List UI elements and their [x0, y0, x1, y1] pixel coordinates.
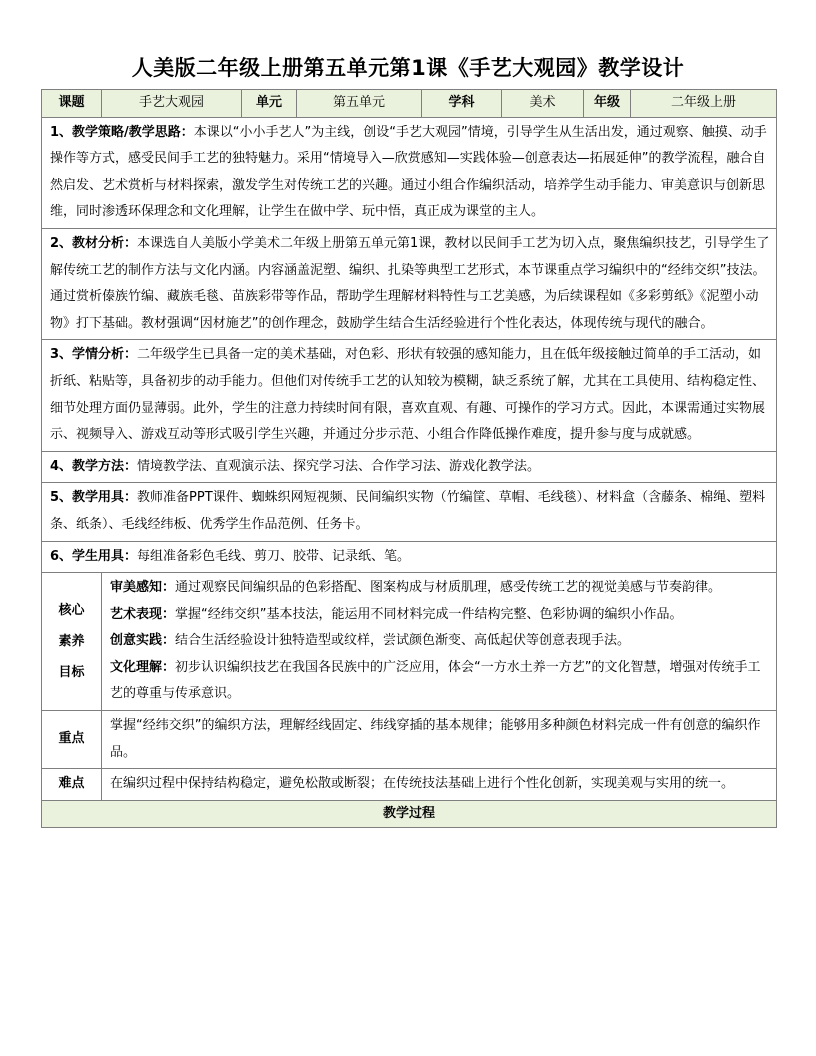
- difficulty-text: 在编织过程中保持结构稳定，避免松散或断裂；在传统技法基础上进行个性化创新，实现美观与实用的统一。: [102, 769, 777, 801]
- section-label: 4、教学方法：: [50, 458, 138, 474]
- goal-item: 创意实践：结合生活经验设计独特造型或纹样，尝试颜色渐变、高低起伏等创意表现手法。: [110, 633, 631, 649]
- section-label: 1、教学策略/教学思路：: [50, 124, 194, 140]
- lesson-plan-table: [41, 89, 777, 828]
- goal-item: 审美感知：通过观察民间编织品的色彩搭配、图案构成与材质肌理，感受传统工艺的视觉美感与节奏韵律。: [110, 580, 722, 596]
- goal-item: 艺术表现：掌握“经纬交织”基本技法，能运用不同材料完成一件结构完整、色彩协调的编织小作品。: [110, 606, 683, 622]
- section-text: 本课选自人美版小学美术二年级上册第五单元第1课，教材以民间手工艺为切入点，聚焦编织技艺，引导学生了解传统工艺的制作方法与文化内涵。内容涵盖泥塑、编织、扎染等典型工艺形式，本节课重点学习编织中的“经纬交织”技法。通过赏析傣族竹编、藏族毛毯、苗族彩带等作品，帮助学生理解材料特性与工艺美感，为后续课程如《多彩剪纸》《泥塑小动物》打下基础。教材强调“因材施艺”的创作理念，鼓励学生结合生活经验进行个性化表达，体现传统与现代的融合。: [50, 235, 770, 331]
- core-goals-content: [102, 573, 777, 711]
- section-text: 二年级学生已具备一定的美术基础，对色彩、形状有较强的感知能力，且在低年级接触过简单的手工活动，如折纸、粘贴等，具备初步的动手能力。但他们对传统手工艺的认知较为模糊，缺乏系统了解，尤其在工具使用、结构稳定性、细节处理方面仍显薄弱。此外，学生的注意力持续时间有限，喜欢直观、有趣、可操作的学习方式。因此，本课需通过实物展示、视频导入、游戏互动等形式吸引学生兴趣，并通过分步示范、小组合作降低操作难度，提升参与度与成就感。: [50, 347, 766, 443]
- subject-value: 美术: [502, 90, 584, 118]
- section-row-methods: [42, 451, 777, 483]
- section-row-strategy: [42, 117, 777, 228]
- section-row-students: [42, 340, 777, 451]
- section-row-teacher-tools: [42, 483, 777, 541]
- grade-value: 二年级上册: [631, 90, 777, 118]
- section-row-student-tools: [42, 541, 777, 573]
- subject-label: 学科: [422, 90, 502, 118]
- key-point-label: 重点: [42, 711, 102, 769]
- section-row-material: [42, 228, 777, 339]
- header-row: [42, 90, 777, 118]
- section-label: 2、教材分析：: [50, 235, 138, 251]
- unit-label: 单元: [242, 90, 297, 118]
- difficulty-row: [42, 769, 777, 801]
- section-label: 5、教学用具：: [50, 490, 138, 506]
- key-point-text: 掌握“经纬交织”的编织方法，理解经线固定、纬线穿插的基本规律；能够用多种颜色材料完成一件有创意的编织作品。: [102, 711, 777, 769]
- section-text: 教师准备PPT课件、蜘蛛织网短视频、民间编织实物（竹编筐、草帽、毛线毯）、材料盒（含藤条、棉绳、塑料条、纸条）、毛线经纬板、优秀学生作品范例、任务卡。: [50, 490, 766, 532]
- process-label: 教学过程: [42, 800, 777, 828]
- goal-item: 文化理解：初步认识编织技艺在我国各民族中的广泛应用，体会“一方水土养一方艺”的文化智慧，增强对传统手工艺的尊重与传承意识。: [110, 659, 761, 702]
- section-text: 情境教学法、直观演示法、探究学习法、合作学习法、游戏化教学法。: [137, 458, 541, 474]
- key-point-row: [42, 711, 777, 769]
- core-goals-row: [42, 573, 777, 711]
- section-text: 每组准备彩色毛线、剪刀、胶带、记录纸、笔。: [137, 548, 411, 564]
- core-goals-label: 核心 素养 目标: [42, 573, 102, 711]
- section-label: 6、学生用具：: [50, 548, 138, 564]
- section-label: 3、学情分析：: [50, 347, 138, 363]
- difficulty-label: 难点: [42, 769, 102, 801]
- grade-label: 年级: [584, 90, 631, 118]
- unit-value: 第五单元: [297, 90, 422, 118]
- document-title: 人美版二年级上册第五单元第1课《手艺大观园》教学设计: [131, 56, 685, 80]
- course-value: 手艺大观园: [102, 90, 242, 118]
- section-text: 本课以“小小手艺人”为主线，创设“手艺大观园”情境，引导学生从生活出发，通过观察、触摸、动手操作等方式，感受民间手工艺的独特魅力。采用“情境导入—欣赏感知—实践体验—创意表达—拓展延伸”的教学流程，融合自然启发、艺术赏析与材料探索，激发学生对传统工艺的兴趣。通过小组合作编织活动，培养学生动手能力、审美意识与创新思维，同时渗透环保理念和文化理解，让学生在做中学、玩中悟，真正成为课堂的主人。: [50, 124, 767, 220]
- course-label: 课题: [42, 90, 102, 118]
- process-row: [42, 800, 777, 828]
